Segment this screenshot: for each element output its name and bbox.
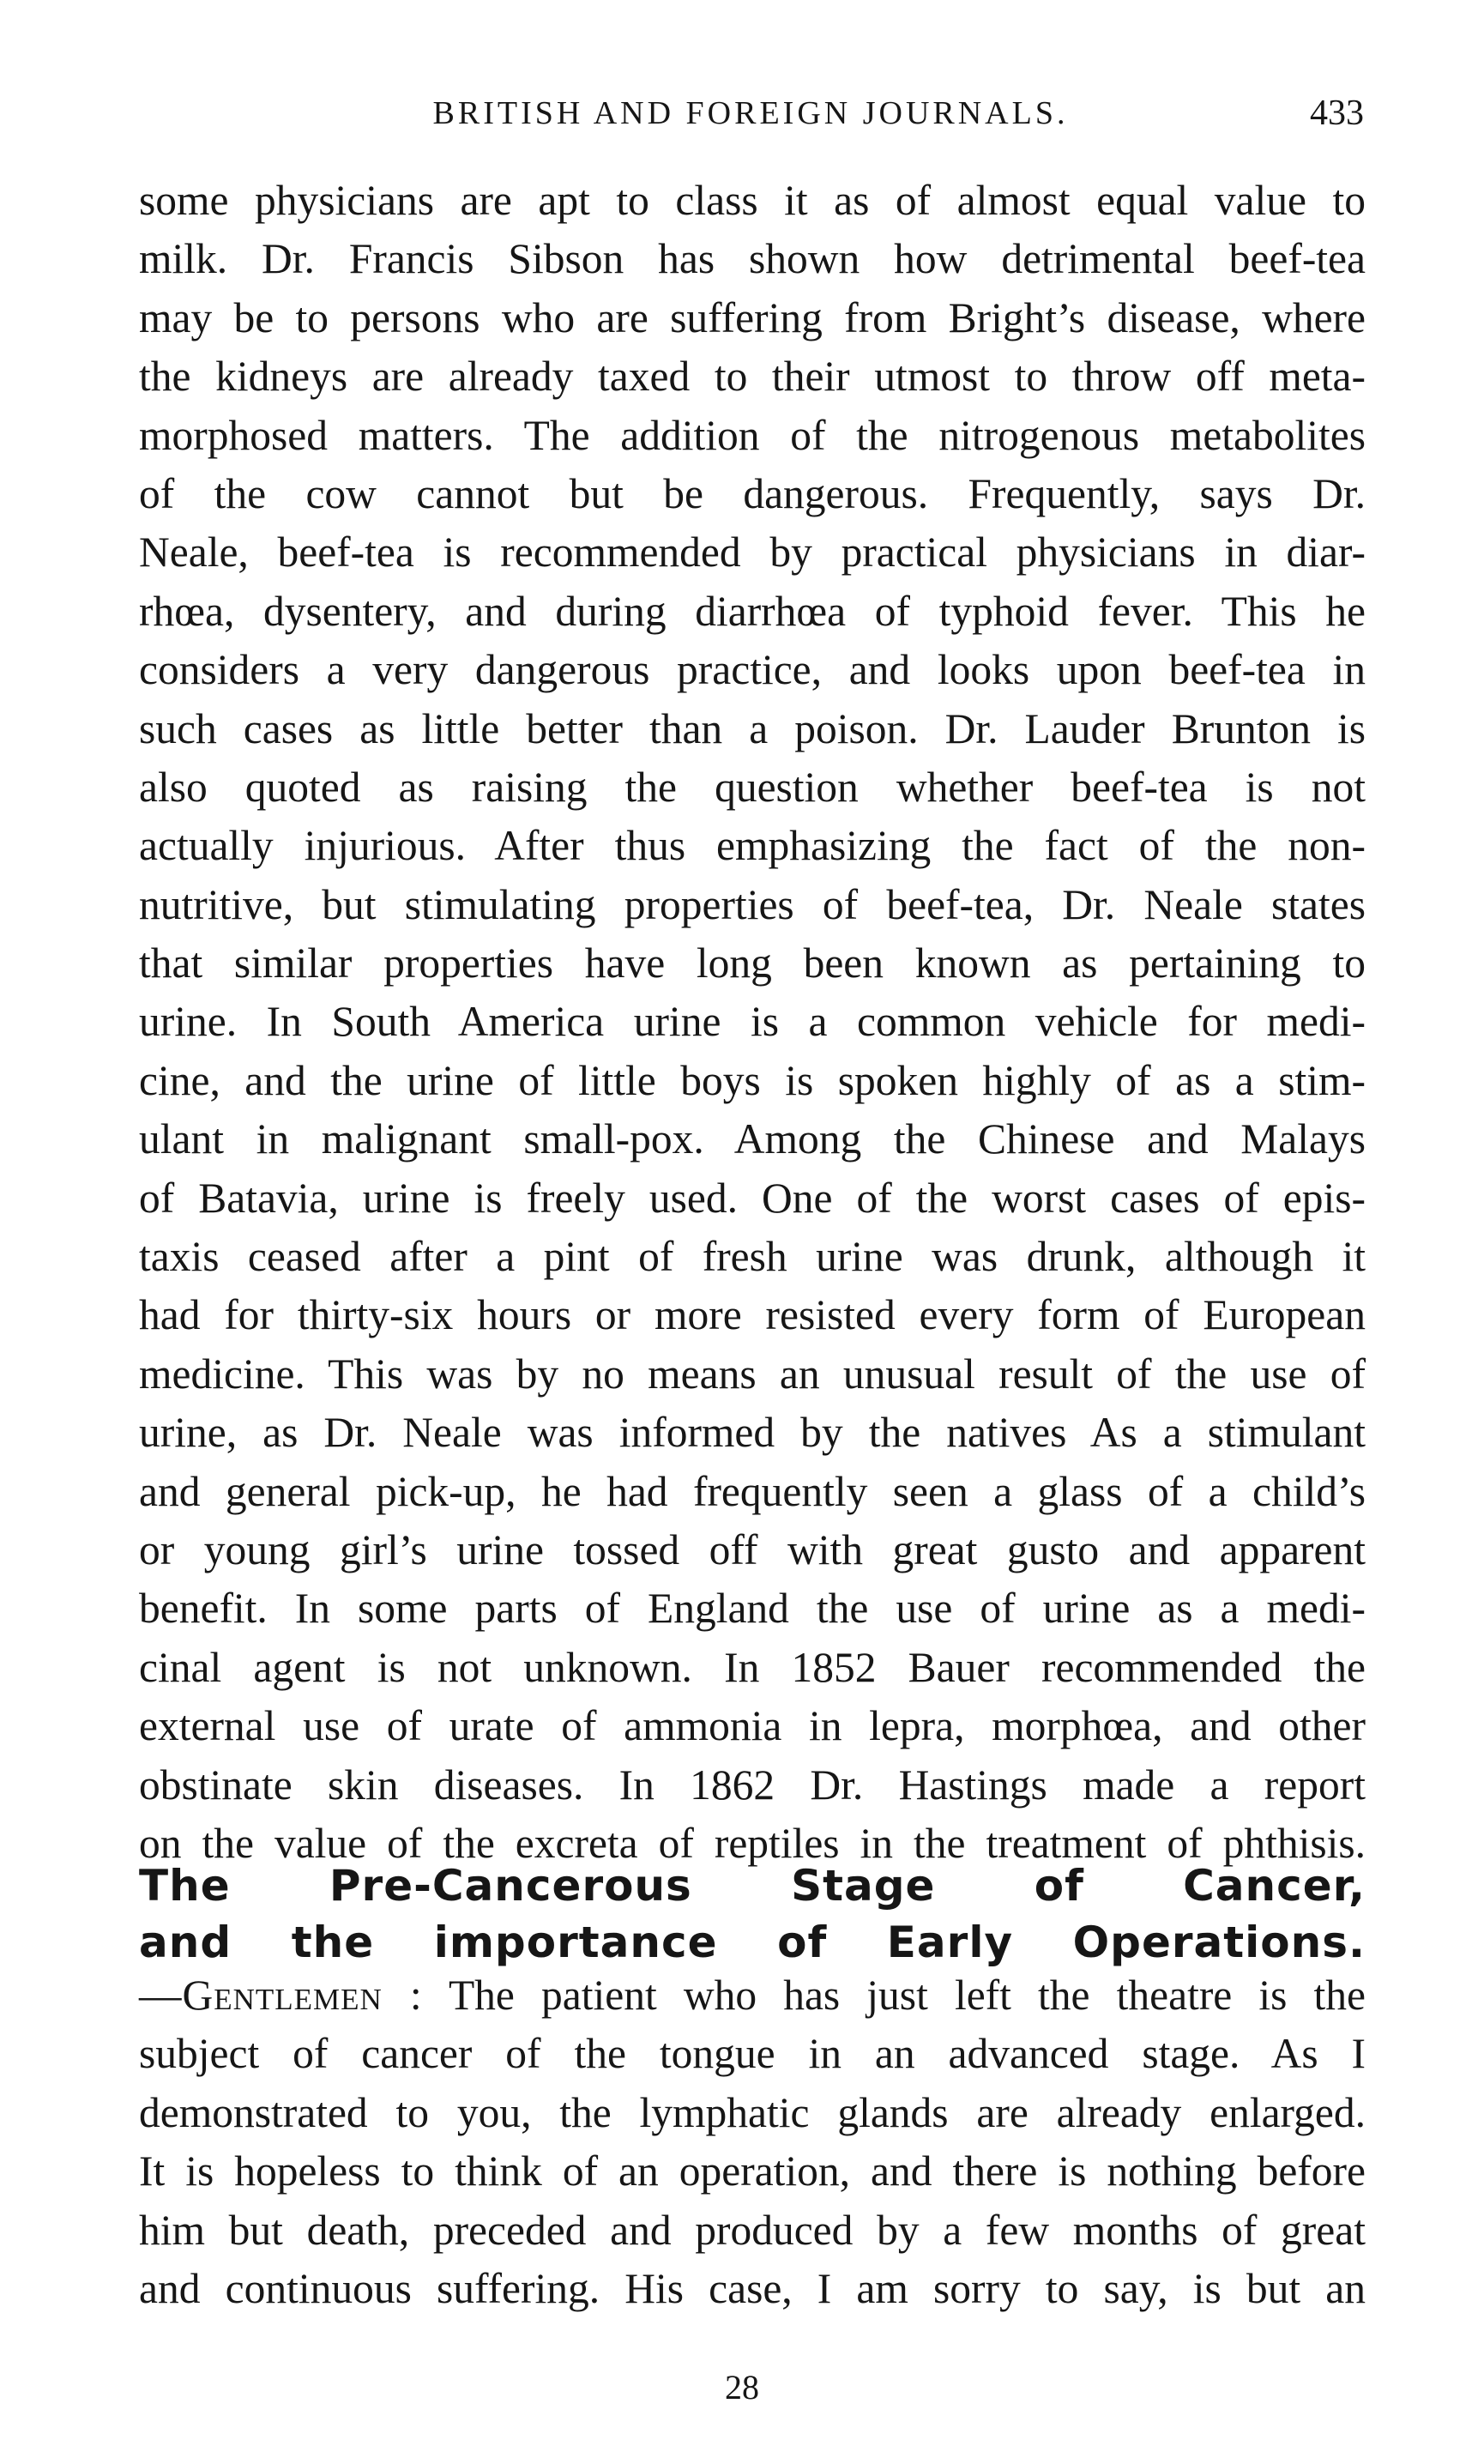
text-line: such cases as little better than a poison. Dr. Lauder Brunton is [139, 704, 1366, 752]
text-line: may be to persons who are suffering from Bright’s disease, where [139, 293, 1366, 341]
text-line: milk. Dr. Francis Sibson has shown how detrimental beef-tea [139, 235, 1366, 283]
running-head [137, 88, 1364, 139]
text-line: external use of urate of ammonia in lepra, morphœa, and other [139, 1702, 1366, 1750]
text-line: nutritive, but stimulating properties of beef-tea, Dr. Neale states [139, 880, 1366, 928]
text-line: It is hopeless to think of an operation, and there is nothing before [139, 2147, 1366, 2195]
text-line: morphosed matters. The addition of the nitrogenous metabolites [139, 411, 1366, 459]
text-line: urine, as Dr. Neale was informed by the natives As a stimulant [139, 1409, 1366, 1457]
text-line: of the cow cannot but be dangerous. Frequently, says Dr. [139, 469, 1366, 517]
text-line: obstinate skin diseases. In 1862 Dr. Hastings made a report [139, 1760, 1366, 1809]
text-line: Neale, beef-tea is recommended by practical physicians in diar- [139, 528, 1366, 577]
text-line: considers a very dangerous practice, and looks upon beef-tea in [139, 646, 1366, 694]
salutation: —Gentlemen : [139, 1972, 423, 2019]
section-heading-line: and the importance of Early Operations. [139, 1917, 1366, 1967]
section-heading-line: The Pre-Cancerous Stage of Cancer, [139, 1861, 1366, 1911]
text-line: subject of cancer of the tongue in an advanced stage. As I [139, 2030, 1366, 2078]
text-line: also quoted as raising the question whether beef-tea is not [139, 763, 1366, 811]
text-line: medicine. This was by no means an unusual result of the use of [139, 1350, 1366, 1398]
text-line: benefit. In some parts of England the use of urine as a medi- [139, 1585, 1366, 1633]
section-first-line [139, 1966, 1366, 2025]
text-line: of Batavia, urine is freely used. One of the worst cases of epis- [139, 1174, 1366, 1222]
text-line: or young girl’s urine tossed off with great gusto and apparent [139, 1525, 1366, 1573]
text-line: on the value of the excreta of reptiles in the treatment of phthisis. [139, 1819, 1366, 1867]
page-number: 433 [1310, 94, 1364, 133]
text-line: and general pick-up, he had frequently seen a glass of a child’s [139, 1467, 1366, 1515]
text-line: ulant in malignant small-pox. Among the Chinese and Malays [139, 1115, 1366, 1163]
text-line: the kidneys are already taxed to their utmost to throw off meta- [139, 353, 1366, 401]
text-line: some physicians are apt to class it as of almost equal value to [139, 177, 1366, 224]
text-line: cine, and the urine of little boys is spoken highly of as a stim- [139, 1056, 1366, 1104]
first-line-text: The patient who has just left the theatre is the [448, 1972, 1366, 2019]
text-line: demonstrated to you, the lymphatic glands are already enlarged. [139, 2088, 1366, 2136]
text-line: urine. In South America urine is a common vehicle for medi- [139, 998, 1366, 1046]
text-line: that similar properties have long been known as pertaining to [139, 939, 1366, 987]
article-body [139, 172, 1366, 1873]
section-body [139, 1966, 1366, 2318]
text-line: taxis ceased after a pint of fresh urine was drunk, although it [139, 1233, 1366, 1281]
text-line: actually injurious. After thus emphasizing the fact of the non- [139, 822, 1366, 870]
text-line: rhœa, dysentery, and during diarrhœa of typhoid fever. This he [139, 587, 1366, 635]
section-heading [139, 1857, 1366, 1971]
running-title: BRITISH AND FOREIGN JOURNALS. [432, 95, 1069, 131]
text-line: had for thirty-six hours or more resisted every form of European [139, 1291, 1366, 1339]
text-line: and continuous suffering. His case, I am sorry to say, is but an [139, 2264, 1366, 2312]
text-line: him but death, preceded and produced by a few months of great [139, 2206, 1366, 2254]
text-line: cinal agent is not unknown. In 1852 Bauer recommended the [139, 1643, 1366, 1691]
signature-mark: 28 [725, 2368, 759, 2407]
